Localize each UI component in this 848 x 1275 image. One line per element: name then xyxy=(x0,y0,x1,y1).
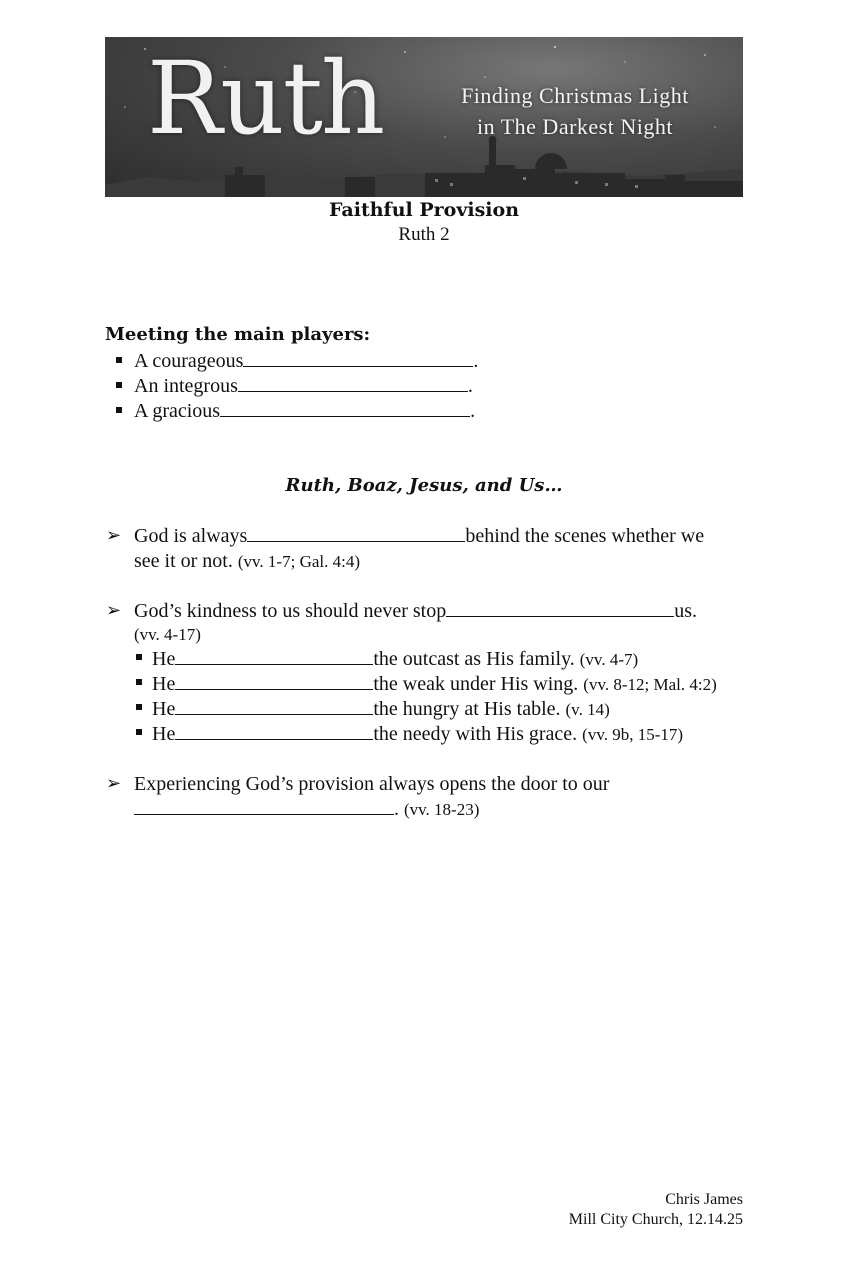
fill-blank[interactable] xyxy=(220,400,470,417)
arrow-bullet-icon: ➢ xyxy=(106,600,122,621)
bullet-square xyxy=(116,382,122,388)
sub-point: He the hungry at His table. (v. 14) xyxy=(152,698,610,720)
scripture-ref: (vv. 18-23) xyxy=(404,800,480,819)
arrow-bullet-icon: ➢ xyxy=(106,773,122,794)
series-banner xyxy=(105,37,743,197)
series-subtitle-line2: in The Darkest Night xyxy=(477,114,673,139)
fill-blank[interactable] xyxy=(446,600,674,617)
scripture-ref: (vv. 1-7; Gal. 4:4) xyxy=(237,552,360,571)
point-1-line2: see it or not. (vv. 1-7; Gal. 4:4) xyxy=(134,550,360,572)
point-3-line1: Experiencing God’s provision always opens the door to our xyxy=(134,773,610,795)
player-item: A courageous . xyxy=(134,350,479,372)
footer-author: Chris James xyxy=(665,1191,743,1208)
bullet-square xyxy=(136,679,142,685)
series-title: Ruth xyxy=(147,40,384,157)
fill-blank[interactable] xyxy=(134,798,394,815)
scripture-ref: (vv. 9b, 15-17) xyxy=(582,725,684,744)
player-item: An integrous . xyxy=(134,375,473,397)
scripture-ref: (v. 14) xyxy=(565,700,610,719)
point-1-line1: God is always behind the scenes whether we xyxy=(134,525,705,547)
player-label: A courageous xyxy=(134,350,244,372)
bullet-square xyxy=(116,407,122,413)
scripture-ref: (vv. 4-7) xyxy=(579,650,639,669)
sermon-title: Faithful Provision xyxy=(328,199,520,221)
sermon-passage: Ruth 2 xyxy=(398,224,450,245)
fill-blank[interactable] xyxy=(238,375,468,392)
section-heading: Ruth, Boaz, Jesus, and Us… xyxy=(285,475,563,496)
player-label: A gracious xyxy=(134,400,221,422)
point-2-line1: God’s kindness to us should never stop us. xyxy=(134,600,698,622)
scripture-ref: (vv. 8-12; Mal. 4:2) xyxy=(583,675,717,694)
bullet-square xyxy=(116,357,122,363)
scripture-ref: (vv. 4-17) xyxy=(134,625,201,644)
point-3-line2: . (vv. 18-23) xyxy=(134,798,479,821)
fill-blank[interactable] xyxy=(175,698,373,715)
bullet-square xyxy=(136,654,142,660)
sub-point: He the outcast as His family. (vv. 4-7) xyxy=(152,648,639,670)
bullet-square xyxy=(136,729,142,735)
arrow-bullet-icon: ➢ xyxy=(106,525,122,546)
fill-blank[interactable] xyxy=(175,723,373,740)
bullet-square xyxy=(136,704,142,710)
players-heading: Meeting the main players: xyxy=(105,324,371,345)
player-label: An integrous xyxy=(134,375,238,397)
player-item: A gracious . xyxy=(134,400,476,422)
sub-point: He the needy with His grace. (vv. 9b, 15-17) xyxy=(152,723,684,745)
fill-blank[interactable] xyxy=(247,525,465,542)
fill-blank[interactable] xyxy=(243,350,473,367)
sub-point: He the weak under His wing. (vv. 8-12; Mal. 4:2) xyxy=(152,673,717,695)
fill-blank[interactable] xyxy=(175,648,373,665)
fill-blank[interactable] xyxy=(175,673,373,690)
series-subtitle-line1: Finding Christmas Light xyxy=(461,83,689,108)
footer-church-date: Mill City Church, 12.14.25 xyxy=(568,1211,743,1228)
